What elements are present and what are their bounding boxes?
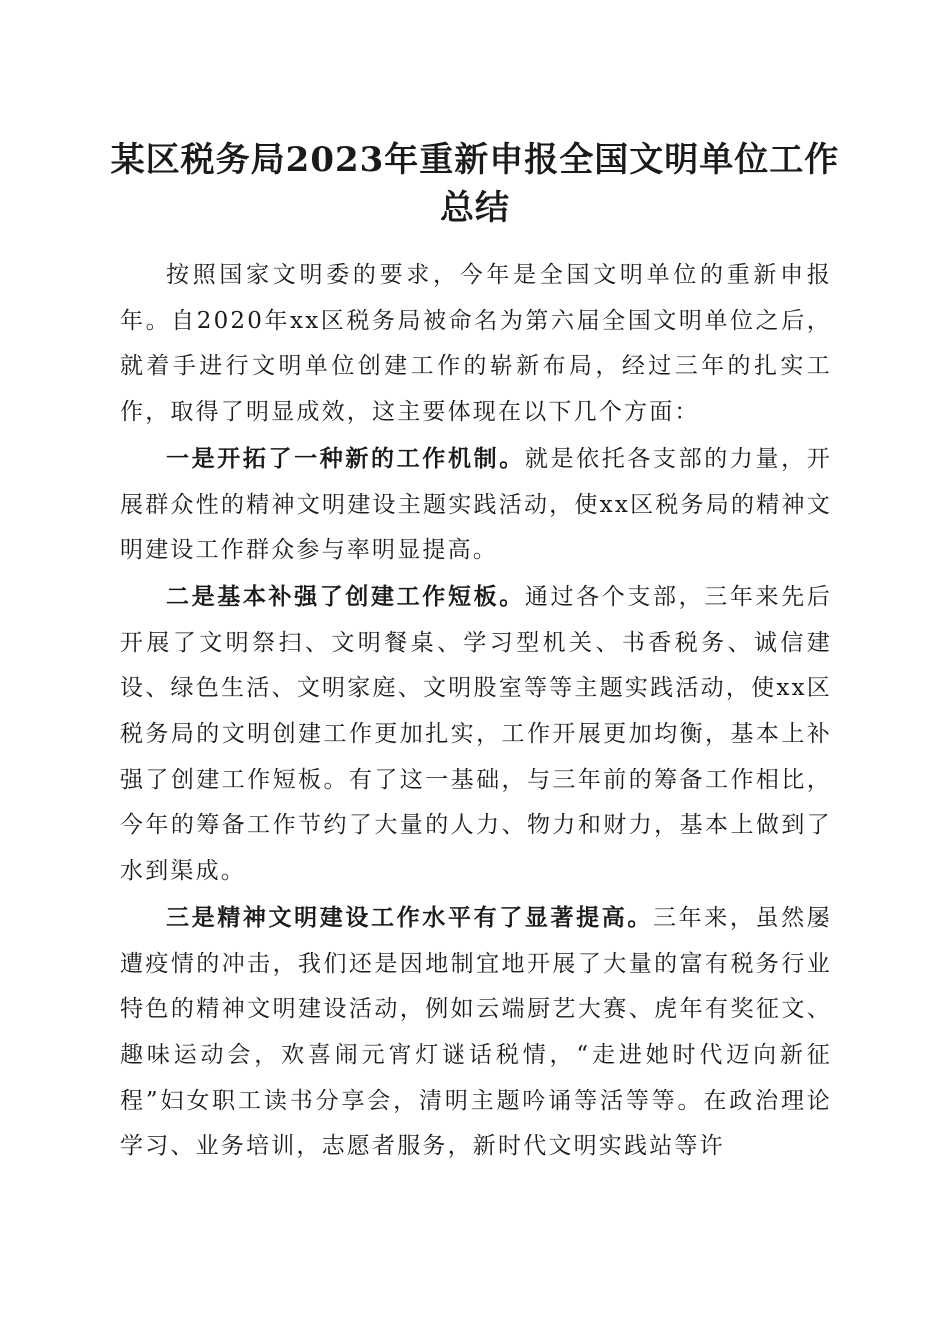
paragraph-point-1 xyxy=(120,436,832,574)
paragraph-lead: 三是精神文明建设工作水平有了显著提高。 xyxy=(166,903,653,931)
paragraph-point-2 xyxy=(120,574,832,895)
document-title: 某区税务局2023年重新申报全国文明单位工作总结 xyxy=(110,140,840,228)
paragraph-text: 按照国家文明委的要求，今年是全国文明单位的重新申报年。自2020年xx区税务局被命名为第六届全国文明单位之后，就着手进行文明单位创建工作的崭新布局，经过三年的扎实工作，取得了明显成效，这主要体现在以下几个方面： xyxy=(120,262,832,426)
paragraph-lead: 一是开拓了一种新的工作机制。 xyxy=(166,444,525,472)
paragraph-text: 就是依托各支部的力量，开展群众性的精神文明建设主题实践活动，使xx区税务局的精神文明建设工作群众参与率明显提高。 xyxy=(120,445,832,564)
paragraph-lead: 二是基本补强了创建工作短板。 xyxy=(166,582,525,610)
paragraph-point-3 xyxy=(120,895,832,1170)
document-body xyxy=(120,252,832,1170)
paragraph-text: 通过各个支部，三年来先后开展了文明祭扫、文明餐桌、学习型机关、书香税务、诚信建设、绿色生活、文明家庭、文明股室等等主题实践活动，使xx区税务局的文明创建工作更加扎实，工作开展更加均衡，基本上补强了创建工作短板。有了这一基础，与三年前的筹备工作相比，今年的筹备工作节约了大量的人力、物力和财力，基本上做到了水到渠成。 xyxy=(120,583,832,885)
paragraph-text: 三年来，虽然屡遭疫情的冲击，我们还是因地制宜地开展了大量的富有税务行业特色的精神文明建设活动，例如云端厨艺大赛、虎年有奖征文、趣味运动会，欢喜闹元宵灯谜话税情，“走进她时代迈向新征程”妇女职工读书分享会，清明主题吟诵等活等等。在政治理论学习、业务培训，志愿者服务，新时代文明实践站等许 xyxy=(120,904,832,1160)
paragraph-intro xyxy=(120,252,832,436)
